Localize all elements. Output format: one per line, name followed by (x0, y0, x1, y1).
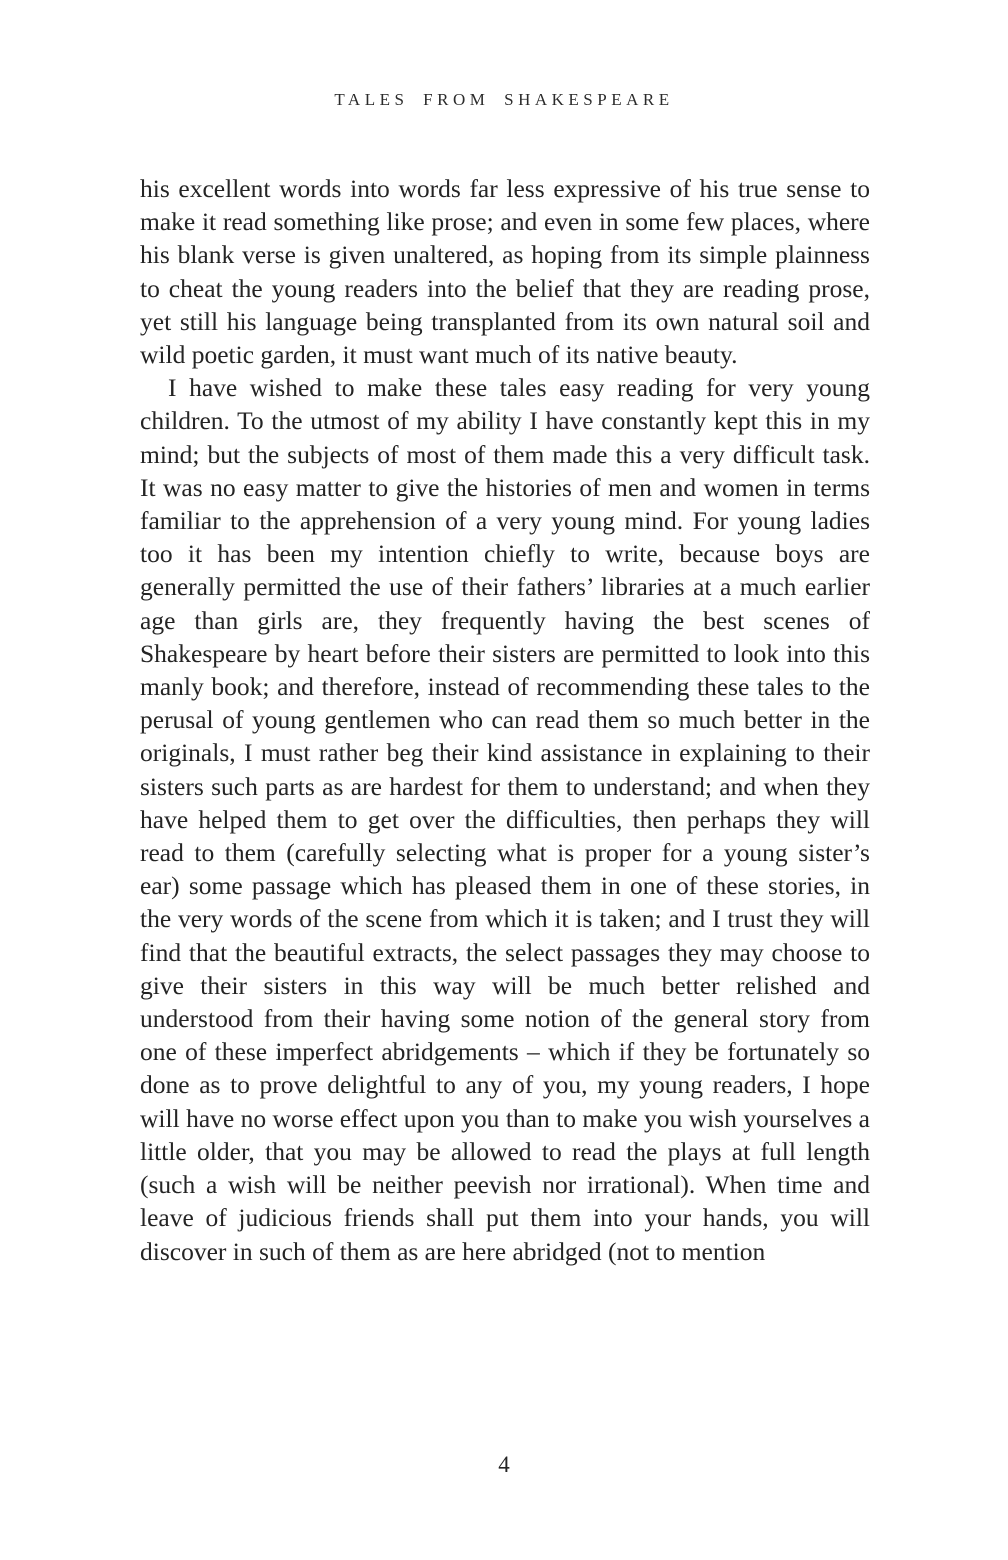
page-number: 4 (498, 1452, 510, 1477)
paragraph: I have wished to make these tales easy reading for very young children. To the utmost of my ability I have constantly kept this in my mind; but the subjects of most of them made this a very difficult task. It was no easy matter to give the histories of men and women in terms familiar to the apprehension of a very young mind. For young ladies too it has been my intention chiefly to write, because boys are generally permitted the use of their fathers’ libraries at a much earlier age than girls are, they frequently having the best scenes of Shakespeare by heart before their sisters are permitted to look into this manly book; and therefore, instead of recommending these tales to the perusal of young gentlemen who can read them so much better in the originals, I must rather beg their kind assistance in explaining to their sisters such parts as are hardest for them to understand; and when they have helped them to get over the difficulties, then perhaps they will read to them (carefully selecting what is proper for a young sister’s ear) some passage which has pleased them in one of these stories, in the very words of the scene from which it is taken; and I trust they will find that the beautiful extracts, the select passages they may choose to give their sisters in this way will be much better relished and understood from their having some notion of the general story from one of these imperfect abridgements – which if they be fortunately so done as to prove delightful to any of you, my young readers, I hope will have no worse effect upon you than to make you wish yourselves a little older, that you may be allowed to read the plays at full length (such a wish will be neither peevish nor irrational). When time and leave of judicious friends shall put them into your hands, you will discover in such of them as are here abridged (not to mention (140, 373, 870, 1266)
body-text (140, 172, 870, 1268)
paragraph: his excellent words into words far less expressive of his true sense to make it read something like prose; and even in some few places, where his blank verse is given unaltered, as hoping from its simple plainness to cheat the young readers into the belief that they are reading prose, yet still his language being transplanted from its own natural soil and wild poetic garden, it must want much of its native beauty. (140, 174, 870, 370)
running-header: TALES FROM SHAKESPEARE (334, 90, 674, 109)
